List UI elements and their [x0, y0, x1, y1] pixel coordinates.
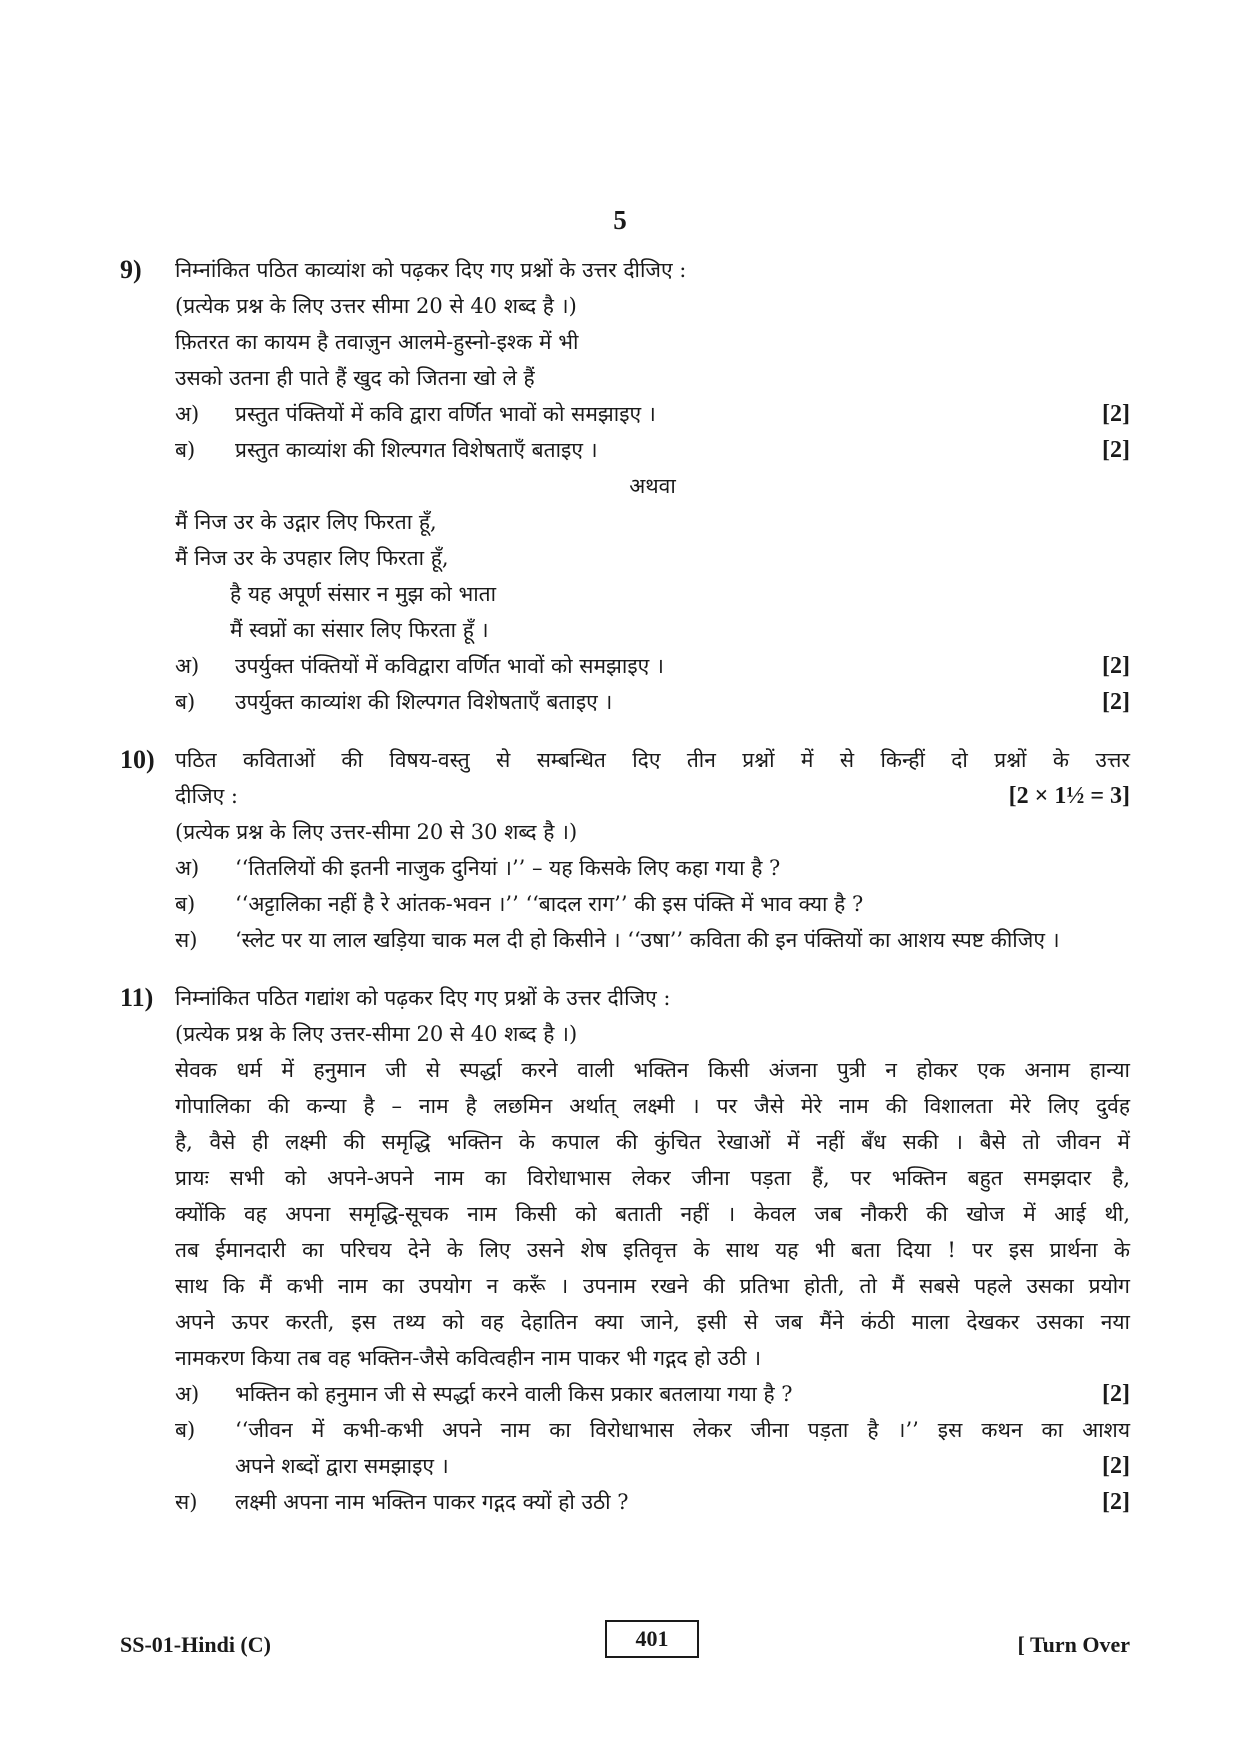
question-instruction: पठित कविताओं की विषय-वस्तु से सम्बन्धित दिए तीन प्रश्नों में से किन्हीं दो प्रश्नों के उत्तर	[175, 748, 1130, 772]
sub-question-label: अ)	[175, 654, 200, 678]
sub-question-label: ब)	[175, 438, 196, 462]
page-content	[120, 252, 1130, 1520]
passage-line: है, वैसे ही लक्ष्मी की समृद्धि भक्तिन के कपाल की कुंचित रेखाओं में नहीं बँध सकी । बैसे तो जीवन में	[175, 1130, 1130, 1154]
sub-question-label: अ)	[175, 856, 200, 880]
passage-line: प्रायः सभी को अपने-अपने नाम का विरोधाभास लेकर जीना पड़ता हैं, पर भक्तिन बहुत समझदार है,	[175, 1166, 1130, 1190]
sub-question	[175, 396, 1130, 432]
passage-line: साथ कि मैं कभी नाम का उपयोग न करूँ । उपनाम रखने की प्रतिभा होती, तो मैं सबसे पहले उसका प्रयोग	[175, 1274, 1130, 1298]
page-footer	[120, 1620, 1130, 1660]
question-instruction: दीजिए :	[175, 784, 238, 808]
passage-line: तब ईमानदारी का परिचय देने के लिए उसने शेष इतिवृत्त के साथ यह भी बता दिया ! पर इस प्रार्थना के	[175, 1238, 1130, 1262]
question-instruction: निम्नांकित पठित काव्यांश को पढ़कर दिए गए प्रश्नों के उत्तर दीजिए :	[175, 258, 687, 282]
sub-question-label: ब)	[175, 690, 196, 714]
sub-question	[175, 886, 1130, 922]
poem-line: फ़ितरत का कायम है तवाज़ुन आलमे-हुस्नो-इश्क में भी	[175, 330, 579, 354]
sub-question-text: लक्ष्मी अपना नाम भक्तिन पाकर गद्गद क्यों हो उठी ?	[235, 1490, 629, 1514]
word-limit: (प्रत्येक प्रश्न के लिए उत्तर-सीमा 20 से 30 शब्द है ।)	[175, 820, 578, 844]
sub-question-text: ‘स्लेट पर या लाल खड़िया चाक मल दी हो किसीने । ‘‘उषा’’ कविता की इन पंक्तियों का आशय स्पष्ट कीजिए ।	[235, 928, 1060, 952]
sub-question-text: उपर्युक्त काव्यांश की शिल्पगत विशेषताएँ बताइए ।	[235, 690, 613, 714]
page-code-box: 401	[605, 1620, 699, 1658]
sub-question-label: ब)	[175, 892, 196, 916]
sub-question-text: ‘‘अट्टालिका नहीं है रे आंतक-भवन ।’’ ‘‘बादल राग’’ की इस पंक्ति में भाव क्या है ?	[235, 892, 864, 916]
marks: [2 × 1½ = 3]	[1008, 783, 1130, 809]
question-number: 10)	[120, 745, 155, 774]
sub-question	[175, 1484, 1130, 1520]
sub-question-text: प्रस्तुत काव्यांश की शिल्पगत विशेषताएँ बताइए ।	[235, 438, 598, 462]
sub-question	[175, 922, 1130, 958]
sub-question	[175, 1412, 1130, 1484]
sub-question-text: प्रस्तुत पंक्तियों में कवि द्वारा वर्णित भावों को समझाइए ।	[235, 402, 656, 426]
passage-line: गोपालिका की कन्या है – नाम है लछमिन अर्थात् लक्ष्मी । पर जैसे मेरे नाम की विशालता मेरे लिए दुर्वह	[175, 1094, 1130, 1118]
paper-code: SS-01-Hindi (C)	[120, 1632, 271, 1657]
marks: [2]	[1102, 437, 1130, 463]
sub-question	[175, 684, 1130, 720]
turn-over-label: [ Turn Over	[1017, 1632, 1130, 1657]
instruction-with-marks	[175, 778, 1130, 814]
poem-line: मैं निज उर के उपहार लिए फिरता हूँ,	[175, 546, 449, 570]
prose-passage	[175, 1052, 1130, 1376]
question-9	[120, 252, 1130, 720]
sub-question-text: भक्तिन को हनुमान जी से स्पर्द्धा करने वाली किस प्रकार बतलाया गया है ?	[235, 1382, 793, 1406]
sub-question-text: ‘‘तितलियों की इतनी नाजुक दुनियां ।’’ – यह किसके लिए कहा गया है ?	[235, 856, 781, 880]
passage-line: अपने ऊपर करती, इस तथ्य को वह देहातिन क्या जाने, इसी से जब मैंने कंठी माला देखकर उसका नया	[175, 1310, 1130, 1334]
sub-question-text: अपने शब्दों द्वारा समझाइए ।	[235, 1454, 449, 1478]
sub-question-label: स)	[175, 928, 198, 952]
marks: [2]	[1102, 401, 1130, 427]
page-number: 5	[613, 205, 627, 235]
poem-line: मैं निज उर के उद्गार लिए फिरता हूँ,	[175, 510, 437, 534]
sub-question-text: ‘‘जीवन में कभी-कभी अपने नाम का विरोधाभास लेकर जीना पड़ता है ।’’ इस कथन का आशय	[235, 1418, 1130, 1442]
sub-question-label: स)	[175, 1490, 198, 1514]
marks: [2]	[1102, 1453, 1130, 1479]
sub-question-label: अ)	[175, 402, 200, 426]
or-separator: अथवा	[629, 474, 676, 498]
sub-question	[175, 850, 1130, 886]
sub-question-label: अ)	[175, 1382, 200, 1406]
question-instruction: निम्नांकित पठित गद्यांश को पढ़कर दिए गए प्रश्नों के उत्तर दीजिए :	[175, 986, 671, 1010]
marks: [2]	[1102, 653, 1130, 679]
word-limit: (प्रत्येक प्रश्न के लिए उत्तर-सीमा 20 से 40 शब्द है ।)	[175, 1022, 578, 1046]
sub-question-label: ब)	[175, 1418, 196, 1442]
question-11	[120, 980, 1130, 1520]
passage-line: नामकरण किया तब वह भक्तिन-जैसे कवित्वहीन नाम पाकर भी गद्गद हो उठी ।	[175, 1346, 762, 1370]
poem-line: है यह अपूर्ण संसार न मुझ को भाता	[230, 582, 497, 606]
sub-question	[175, 648, 1130, 684]
marks: [2]	[1102, 1381, 1130, 1407]
word-limit: (प्रत्येक प्रश्न के लिए उत्तर सीमा 20 से 40 शब्द है ।)	[175, 294, 577, 318]
sub-question	[175, 1376, 1130, 1412]
poem-line: मैं स्वप्नों का संसार लिए फिरता हूँ ।	[230, 618, 489, 642]
question-number: 9)	[120, 255, 142, 284]
question-number: 11)	[120, 983, 154, 1012]
sub-question-text: उपर्युक्त पंक्तियों में कविद्वारा वर्णित भावों को समझाइए ।	[235, 654, 664, 678]
marks: [2]	[1102, 689, 1130, 715]
question-10	[120, 742, 1130, 958]
passage-line: क्योंकि वह अपना समृद्धि-सूचक नाम किसी को बताती नहीं । केवल जब नौकरी की खोज में आई थी,	[175, 1202, 1130, 1226]
poem-line: उसको उतना ही पाते हैं खुद को जितना खो ले हैं	[175, 366, 535, 390]
sub-question	[175, 432, 1130, 468]
marks: [2]	[1102, 1489, 1130, 1515]
passage-line: सेवक धर्म में हनुमान जी से स्पर्द्धा करने वाली भक्तिन किसी अंजना पुत्री न होकर एक अनाम हान्या	[175, 1058, 1130, 1082]
